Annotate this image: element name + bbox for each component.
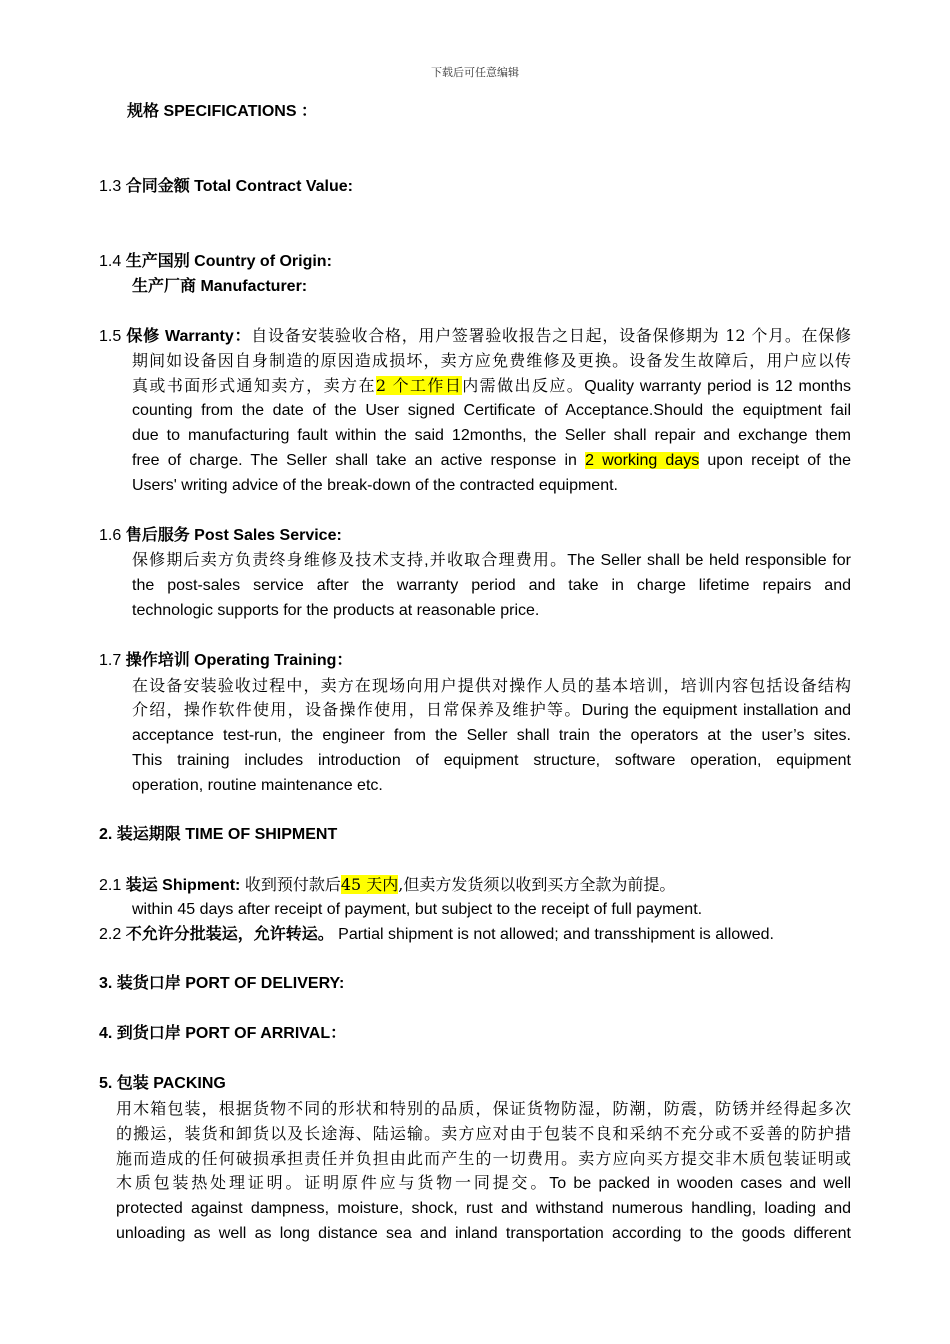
specifications-heading (127, 99, 317, 124)
section-3-heading: 3. 装货口岸 PORT OF DELIVERY: (99, 975, 345, 992)
paragraph-text: 内需做出反应。Quality warranty period is 12 months (462, 378, 851, 395)
paragraph-line: unloading as well as long distance sea and inland transportation according to the goods different (116, 1225, 851, 1242)
paragraph-text: 真或书面形式通知卖方，卖方在 (132, 376, 376, 395)
section-2-1 (99, 872, 675, 898)
section-title: 生产国别 Country of Origin: (125, 253, 332, 270)
section-number: 1.4 (99, 253, 122, 270)
section-1-5-line-1 (99, 323, 851, 349)
paragraph-line: technologic supports for the products at reasonable price. (132, 602, 540, 619)
page-header: 下载后可任意编辑 (431, 66, 519, 79)
paragraph-line: acceptance test-run, the engineer from the Seller shall train the operators at the user’s sites. (132, 727, 851, 744)
section-title: 不允许分批装运，允许转运。 (125, 926, 334, 943)
section-number: 1.6 (99, 527, 122, 544)
paragraph-line: within 45 days after receipt of payment, but subject to the receipt of full payment. (132, 901, 703, 918)
highlighted-text: 2 个工作日 (375, 376, 463, 395)
section-5-heading: 5. 包装 PACKING (99, 1075, 226, 1092)
section-4-heading: 4. 到货口岸 PORT OF ARRIVAL： (99, 1025, 347, 1042)
paragraph-line: the post-sales service after the warranty period and take in charge lifetime repairs and (132, 577, 851, 594)
section-title: 保修 Warranty： (126, 328, 252, 345)
section-title: 操作培训 Operating Training： (125, 652, 353, 669)
section-2-2 (99, 922, 774, 947)
section-number: 1.7 (99, 652, 122, 669)
section-1-6 (99, 523, 342, 548)
paragraph-line: 介绍，操作软件使用，设备操作使用，日常保养及维护等。During the equipment installation and (132, 702, 851, 719)
section-title: 售后服务 Post Sales Service: (125, 527, 342, 544)
section-number: 2.1 (99, 877, 122, 894)
paragraph-line: 在设备安装验收过程中，卖方在现场向用户提供对操作人员的基本培训，培训内容包括设备结构 (132, 676, 851, 695)
manufacturer-label: 生产厂商 Manufacturer: (132, 278, 308, 295)
paragraph-line: 保修期后卖方负责终身维修及技术支持,并收取合理费用。The Seller shall be held responsible for (132, 552, 851, 569)
paragraph-line: 期间如设备因自身制造的原因造成损坏，卖方应免费维修及更换。设备发生故障后，用户应以传 (132, 351, 851, 370)
section-2-heading: 2. 装运期限 TIME OF SHIPMENT (99, 826, 338, 843)
paragraph-line: 用木箱包装，根据货物不同的形状和特别的品质，保证货物防湿，防潮，防震，防锈并经得起多次 (116, 1099, 851, 1118)
paragraph-line: due to manufacturing fault within the said 12months, the Seller shall repair and exchange them (132, 427, 851, 444)
paragraph-line: Users' writing advice of the break-down of the contracted equipment. (132, 477, 618, 494)
section-1-3 (99, 174, 353, 199)
paragraph-text: ,但卖方发货须以收到买方全款为前提。 (398, 875, 676, 894)
section-1-7 (99, 648, 352, 673)
paragraph-text: 自设备安装验收合格，用户签署验收报告之日起，设备保修期为 12 个月。在保修 (251, 326, 851, 345)
highlighted-text: 2 working days (585, 452, 700, 469)
paragraph-line: operation, routine maintenance etc. (132, 777, 383, 794)
paragraph-line: 的搬运，装货和卸货以及长途海、陆运输。卖方应对由于包装不良和采纳不充分或不妥善的防护措 (116, 1124, 851, 1143)
paragraph-line: 施而造成的任何破损承担责任并负担由此而产生的一切费用。卖方应向买方提交非木质包装证明或 (116, 1149, 851, 1168)
paragraph-text: Partial shipment is not allowed; and transshipment is allowed. (338, 926, 774, 943)
section-number: 1.3 (99, 178, 122, 195)
section-title: 合同金额 Total Contract Value: (125, 178, 353, 195)
highlighted-text: 45 天内 (340, 875, 399, 894)
paragraph-line (132, 373, 851, 399)
section-1-4 (99, 249, 332, 274)
paragraph-text: upon receipt of the (707, 452, 852, 469)
specifications-label: 规格 SPECIFICATIONS ： (127, 103, 317, 120)
paragraph-line: 木质包装热处理证明。证明原件应与货物一同提交。To be packed in wooden cases and well (116, 1175, 851, 1192)
section-number: 1.5 (99, 328, 122, 345)
section-title: 装运 Shipment: (125, 877, 241, 894)
paragraph-text: 收到预付款后 (244, 875, 341, 894)
paragraph-text: free of charge. The Seller shall take an active response in (132, 452, 577, 469)
paragraph-line: counting from the date of the User signed Certificate of Acceptance.Should the equiptment fail (132, 402, 851, 419)
paragraph-line: protected against dampness, moisture, shock, rust and withstand numerous handling, loading and (116, 1200, 851, 1217)
paragraph-line (132, 448, 851, 473)
section-number: 2.2 (99, 926, 122, 943)
paragraph-line: This training includes introduction of equipment structure, software operation, equipment (132, 752, 851, 769)
